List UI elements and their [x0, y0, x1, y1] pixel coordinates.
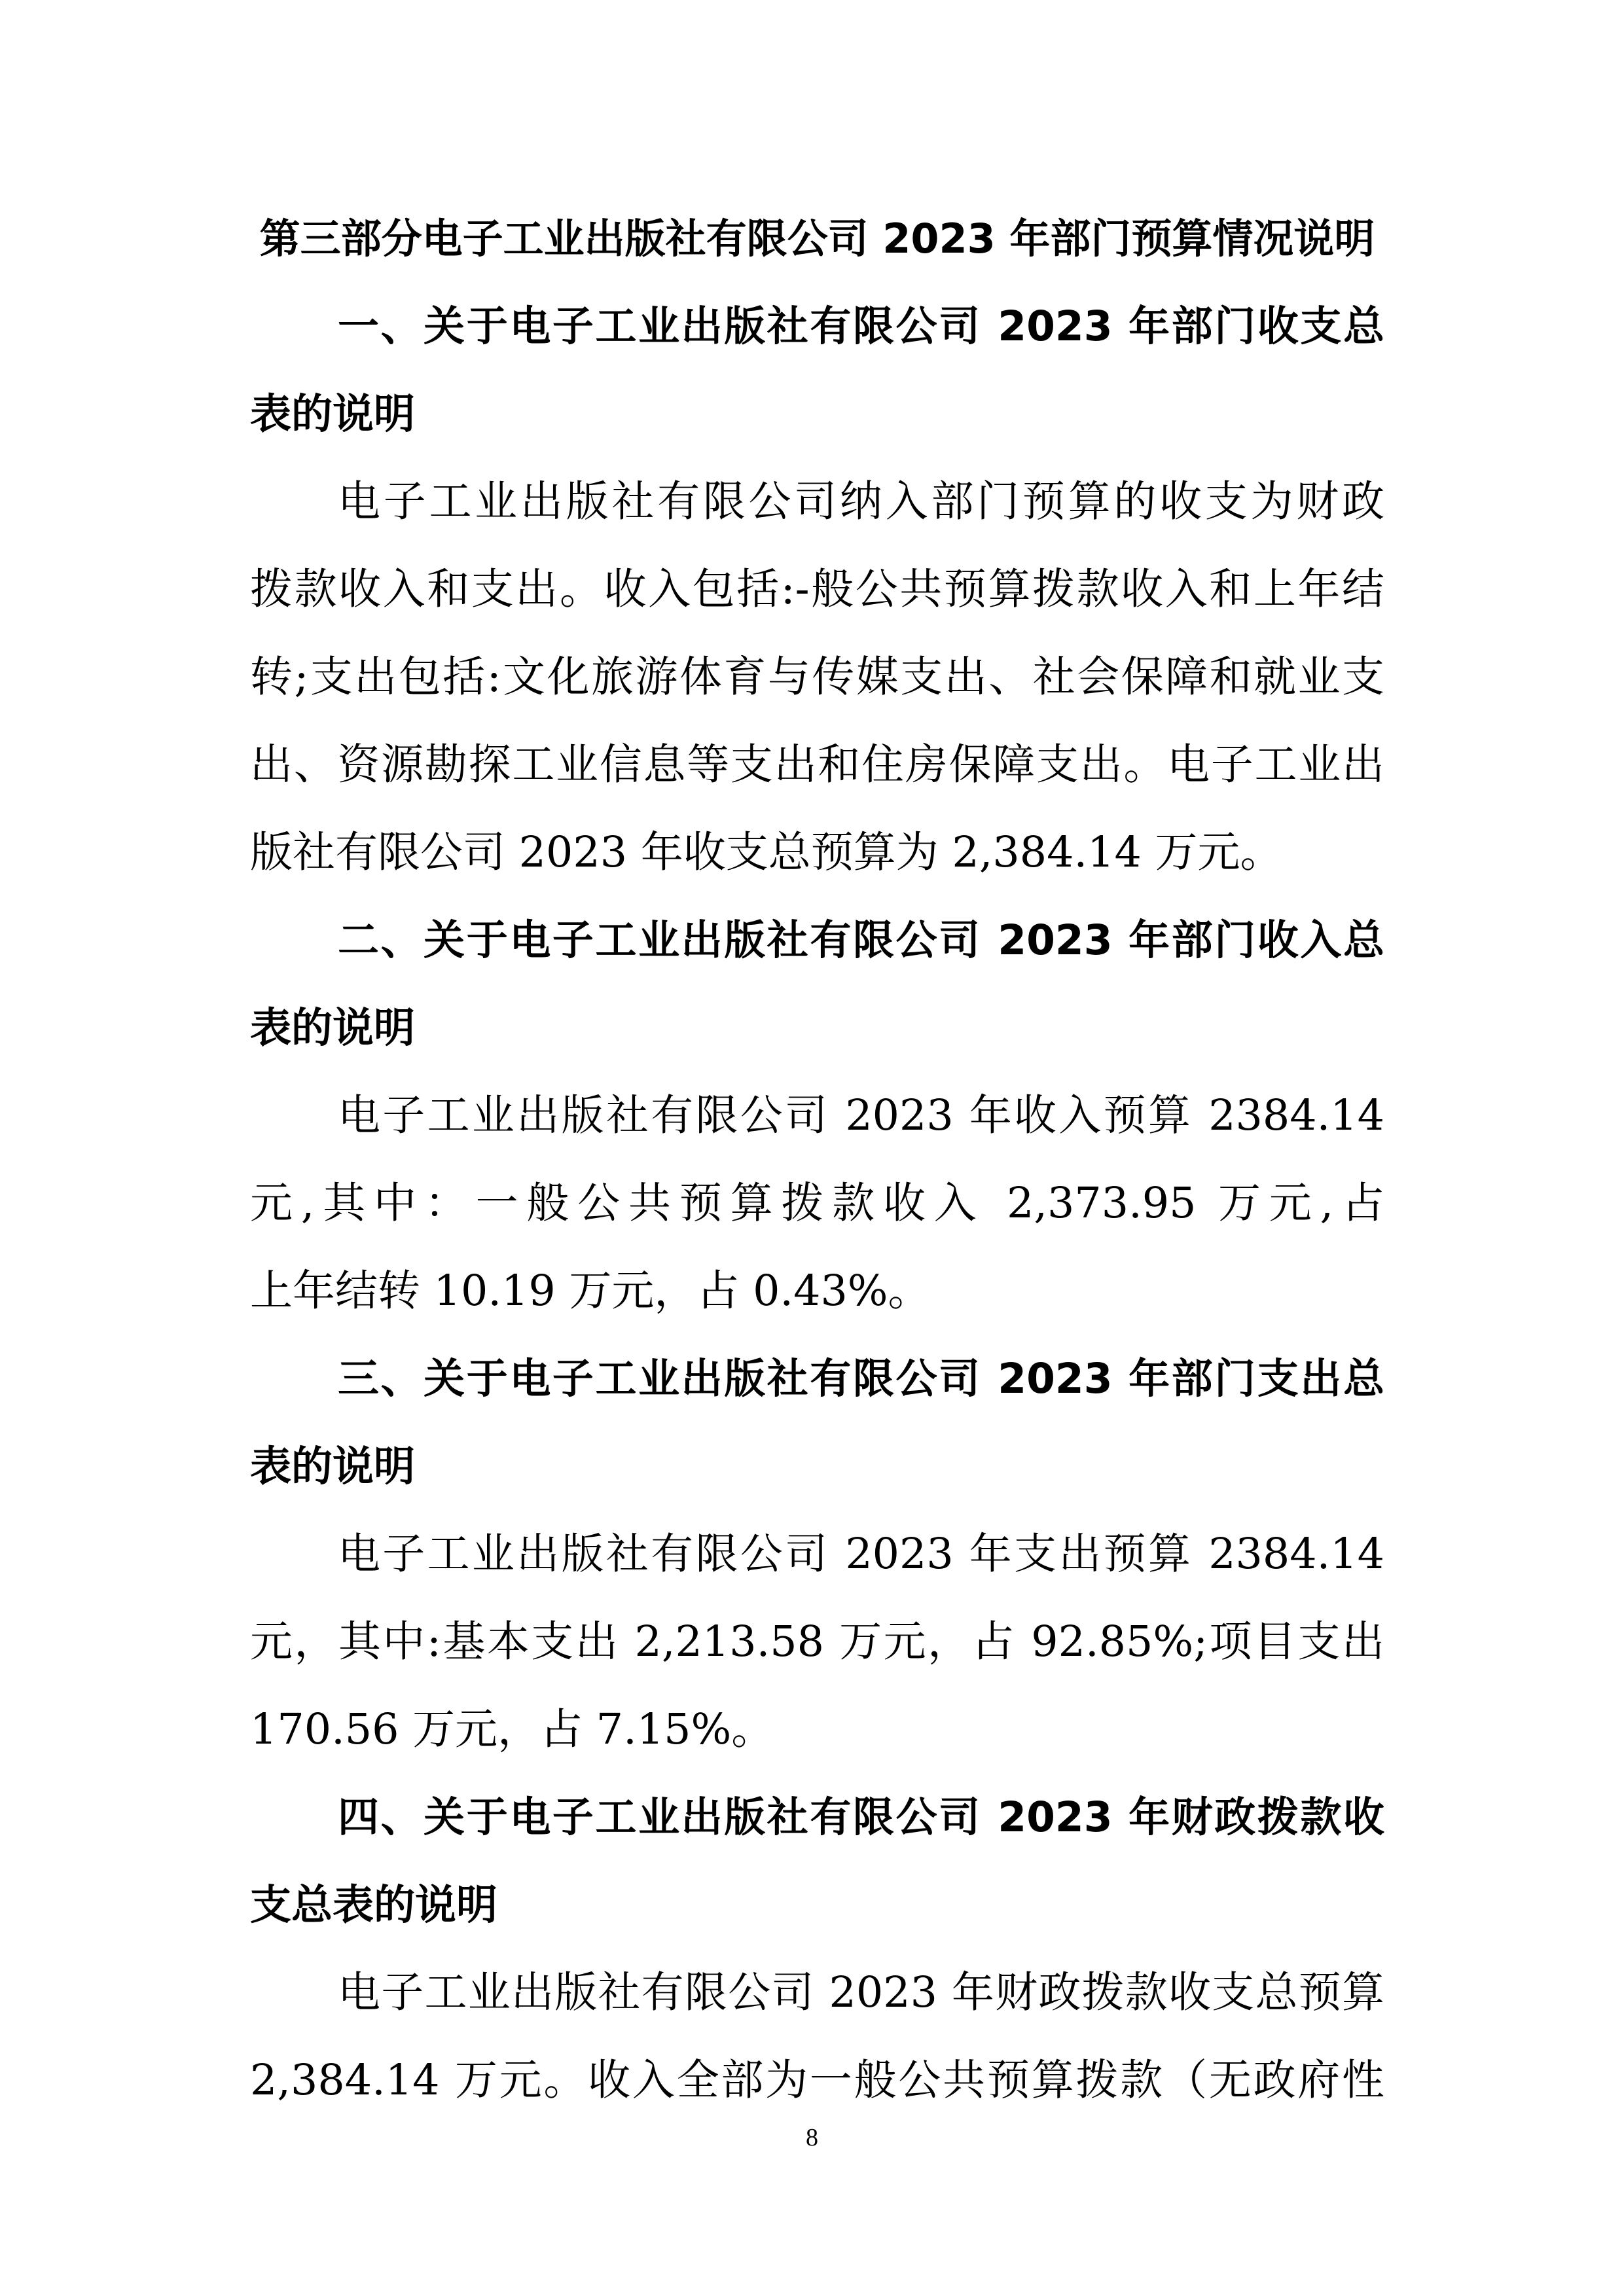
paragraph-line: 出、资源勘探工业信息等支出和住房保障支出。电子工业出 [250, 740, 1384, 789]
paragraph-line: 2,384.14 万元。收入全部为一般公共预算拨款（无政府性 [250, 2056, 1384, 2105]
section [250, 897, 1384, 1335]
section-heading-line: 表的说明 [250, 1443, 415, 1490]
section-heading-line: 表的说明 [250, 1004, 415, 1052]
page-number: 8 [806, 2124, 818, 2151]
paragraph-line: 170.56 万元，占 7.15%。 [250, 1705, 774, 1754]
section [250, 1774, 1384, 2125]
paragraph-line: 电子工业出版社有限公司 2023 年财政拨款收支总预算 [338, 1968, 1384, 2017]
paragraph-line: 元,其中：一般公共预算拨款收入 2,373.95 万元,占 [250, 1179, 1384, 1228]
document-body [250, 195, 1384, 2125]
paragraph-line: 电子工业出版社有限公司纳入部门预算的收支为财政 [338, 477, 1384, 526]
section [250, 1335, 1384, 1774]
section-heading-line: 四、关于电子工业出版社有限公司 2023 年财政拨款收 [338, 1793, 1384, 1841]
paragraph-line: 电子工业出版社有限公司 2023 年支出预算 2384.14 [338, 1530, 1384, 1579]
paragraph-line: 电子工业出版社有限公司 2023 年收入预算 2384.14 [338, 1091, 1384, 1140]
section-heading-line: 三、关于电子工业出版社有限公司 2023 年部门支出总 [338, 1355, 1384, 1403]
paragraph-line: 拨款收入和支出。收入包括:-般公共预算拨款收入和上年结 [250, 565, 1384, 614]
section-heading-line: 二、关于电子工业出版社有限公司 2023 年部门收入总 [338, 916, 1384, 964]
page-title: 第三部分电子工业出版社有限公司 2023 年部门预算情况说明 [259, 215, 1375, 262]
paragraph-line: 版社有限公司 2023 年收支总预算为 2,384.14 万元。 [250, 828, 1283, 877]
section-heading-line: 表的说明 [250, 390, 415, 438]
paragraph-line: 元，其中:基本支出 2,213.58 万元，占 92.85%;项目支出 [250, 1617, 1384, 1666]
section [250, 283, 1384, 897]
paragraph-line: 转;支出包括:文化旅游体育与传媒支出、社会保障和就业支 [250, 653, 1384, 702]
paragraph-line: 上年结转 10.19 万元，占 0.43%。 [250, 1266, 931, 1316]
section-heading-line: 支总表的说明 [250, 1881, 497, 1929]
section-heading-line: 一、关于电子工业出版社有限公司 2023 年部门收支总 [338, 302, 1384, 350]
